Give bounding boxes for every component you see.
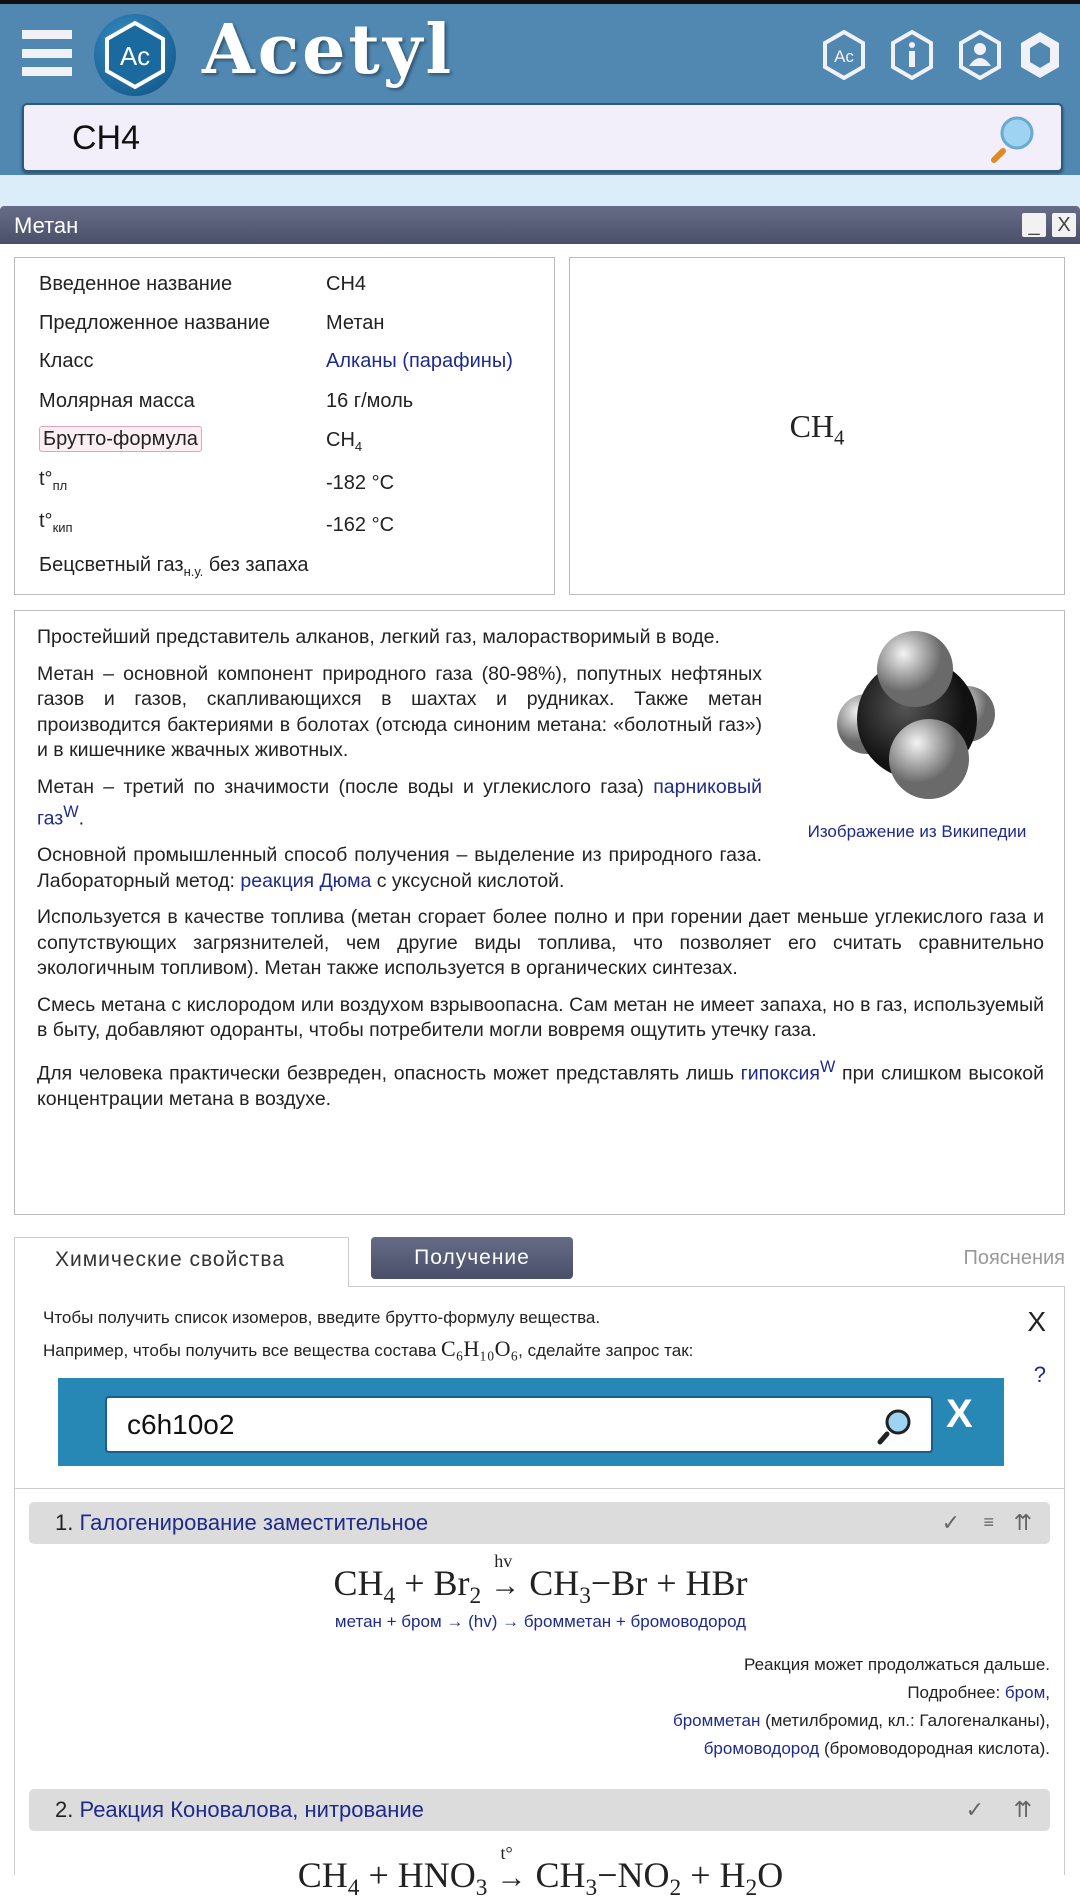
tab-notes[interactable]: Пояснения bbox=[963, 1247, 1065, 1269]
reaction-title-link[interactable]: Реакция Коновалова, нитрование bbox=[79, 1797, 424, 1822]
bromine-link[interactable]: бром bbox=[1004, 1683, 1046, 1702]
desc-p1: Простейший представитель алканов, легкий газ, малорастворимый в воде. bbox=[37, 626, 720, 648]
label-boiling-point: $t^\circ_{кип}$ bbox=[39, 510, 73, 535]
list-icon[interactable]: ≡ bbox=[983, 1512, 994, 1532]
value-suggested-name: Метан bbox=[326, 312, 385, 334]
desc-p2: Метан – основной компонент природного газа (80-98%), попутных нефтяных газов и газов, скапливающихся в шахтах и рудниках. Также метан производится бактериями в болотах (отсюда синоним метана: «болотный газ») и в кишечнике жвачных животных. bbox=[37, 662, 762, 761]
tab-preparation[interactable]: Получение bbox=[371, 1237, 573, 1279]
svg-text:Ac: Ac bbox=[119, 41, 151, 71]
desc-p6: Смесь метана с кислородом или воздухом взрывоопасна. Сам метан не имеет запаха, но в газ, используемый в быту, добавляют одоранты, чтобы потребители могли вовремя ощутить утечку газа. bbox=[37, 993, 1044, 1041]
help-button[interactable]: ? bbox=[1033, 1362, 1046, 1387]
label-suggested-name: Предложенное название bbox=[39, 312, 271, 334]
hamburger-menu-icon[interactable] bbox=[22, 30, 72, 76]
dumas-reaction-link[interactable]: реакция Дюма bbox=[240, 869, 372, 892]
search-icon[interactable] bbox=[875, 1406, 915, 1451]
hbr-note: бромоводород (бромоводородная кислота). bbox=[703, 1739, 1050, 1758]
desc-p4: Основной промышленный способ получения – выделение из природного газа. Лабораторный метод: реакция Дюма с уксусной кислотой. bbox=[37, 844, 762, 892]
info-icon[interactable] bbox=[890, 30, 934, 80]
reaction-note: Реакция может продолжаться дальше. bbox=[744, 1655, 1050, 1674]
search-value[interactable]: CH4 bbox=[72, 119, 141, 157]
desc-p3: Метан – третий по значимости (после воды и углекислого газа) парниковый газ$^W$. bbox=[37, 775, 762, 830]
bromomethane-link[interactable]: бромметан bbox=[672, 1711, 761, 1730]
hint-close-button[interactable]: X bbox=[1027, 1306, 1046, 1337]
value-melting-point: -182 °C bbox=[326, 472, 395, 494]
greenhouse-gas-link[interactable]: парниковый газ bbox=[37, 775, 762, 830]
gross-formula-button[interactable]: Брутто-формула bbox=[39, 426, 202, 452]
app-header bbox=[0, 4, 1080, 175]
tab-chemical-properties[interactable]: Химические свойства bbox=[14, 1237, 349, 1287]
check-icon[interactable]: ✓ bbox=[941, 1510, 960, 1535]
label-entered-name: Введенное название bbox=[39, 273, 233, 295]
wikipedia-figure bbox=[782, 629, 1052, 849]
structure-image bbox=[569, 257, 1065, 595]
clear-query-button[interactable]: X bbox=[946, 1392, 973, 1436]
reaction-equation-1: $CH_4 + Br_2$ → hv $CH_3-Br$ + HBr bbox=[333, 1551, 748, 1610]
value-molar-mass: 16 г/моль bbox=[326, 390, 414, 412]
svg-text:Ac: Ac bbox=[834, 47, 854, 66]
hint-line-1: Чтобы получить список изомеров, введите брутто-формулу вещества. bbox=[43, 1308, 601, 1327]
isomer-query-value[interactable]: c6h10o2 bbox=[127, 1409, 235, 1440]
class-link[interactable]: Алканы (парафины) bbox=[326, 350, 513, 372]
acetyl-hex-icon[interactable] bbox=[822, 30, 866, 80]
value-gross-formula: $CH_4$ bbox=[326, 429, 363, 454]
hint-line-2: Например, чтобы получить все вещества состава C₆H₁₀O₆, сделайте запрос так: bbox=[43, 1336, 694, 1361]
methane-model-image bbox=[837, 629, 997, 799]
desc-p5: Используется в качестве топлива (метан сгорает более полно и при горении дает меньше углекислого газа и сопутствующих загрязнителей, чем другие виды топлива, что позволяет его считать сравнительно экологичным топливом). Метан также используется в органических синтезах. bbox=[37, 906, 1044, 979]
minimize-button[interactable]: _ bbox=[1022, 213, 1046, 237]
value-boiling-point: -162 °C bbox=[326, 514, 395, 536]
divider bbox=[15, 1488, 1064, 1489]
reaction-header-2[interactable]: 2. Реакция Коновалова, нитрование ✓ ⇈ bbox=[29, 1789, 1050, 1831]
properties-table bbox=[14, 257, 555, 595]
tabs bbox=[14, 1237, 1065, 1287]
search-input[interactable] bbox=[22, 103, 1063, 172]
reaction-header-1[interactable]: 1. Галогенирование заместительное ✓ ≡ ⇈ bbox=[29, 1502, 1050, 1544]
label-melting-point: $t^\circ_{пл}$ bbox=[39, 468, 68, 493]
window-titlebar bbox=[0, 206, 1080, 244]
search-icon[interactable] bbox=[989, 113, 1039, 168]
reactions-panel bbox=[14, 1286, 1065, 1902]
hydrogen-bromide-link[interactable]: бромоводород bbox=[703, 1739, 820, 1758]
isomer-search-input[interactable] bbox=[105, 1396, 933, 1453]
structure-formula: $CH_4$ bbox=[789, 408, 845, 450]
user-icon[interactable] bbox=[958, 30, 1002, 80]
reaction-title-link[interactable]: Галогенирование заместительное bbox=[79, 1510, 429, 1535]
header-spacer bbox=[0, 175, 1080, 206]
isomer-search-bar bbox=[58, 1378, 1004, 1466]
label-class: Класс bbox=[39, 350, 94, 372]
window-title: Метан bbox=[14, 213, 79, 238]
reaction-names-1[interactable]: метан + бром → (hv) → бромметан + бромоводород bbox=[334, 1612, 747, 1631]
scroll-top-icon[interactable]: ⇈ bbox=[1013, 1797, 1032, 1822]
scroll-top-icon[interactable]: ⇈ bbox=[1013, 1510, 1032, 1535]
bromomethane-note: бромметан (метилбромид, кл.: Галогеналканы), bbox=[672, 1711, 1050, 1730]
label-molar-mass: Молярная масса bbox=[39, 390, 195, 412]
hypoxia-link[interactable]: гипоксия bbox=[740, 1062, 820, 1084]
description-panel bbox=[14, 610, 1065, 1215]
app-logo-icon[interactable] bbox=[94, 14, 176, 96]
desc-p7: Для человека практически безвреден, опасность может представлять лишь гипоксия$^W$ при слишком высокой концентрации метана в воздухе. bbox=[37, 1057, 1044, 1110]
check-icon[interactable]: ✓ bbox=[965, 1797, 984, 1822]
value-entered-name: CH4 bbox=[326, 273, 367, 295]
close-button[interactable]: X bbox=[1052, 213, 1076, 237]
reaction-details: Подробнее: бром, bbox=[907, 1683, 1050, 1702]
wikipedia-image-link[interactable]: Изображение из Википедии bbox=[807, 821, 1027, 841]
hexagon-icon[interactable] bbox=[1018, 30, 1062, 80]
app-title: Acetyl bbox=[202, 10, 455, 90]
reaction-equation-2: $CH_4 + HNO_3$ → t° $CH_3-NO_2 + H_2O$ bbox=[297, 1843, 784, 1902]
physical-state: Бецсветный газ$_{н.у.}$ без запаха bbox=[39, 554, 309, 579]
